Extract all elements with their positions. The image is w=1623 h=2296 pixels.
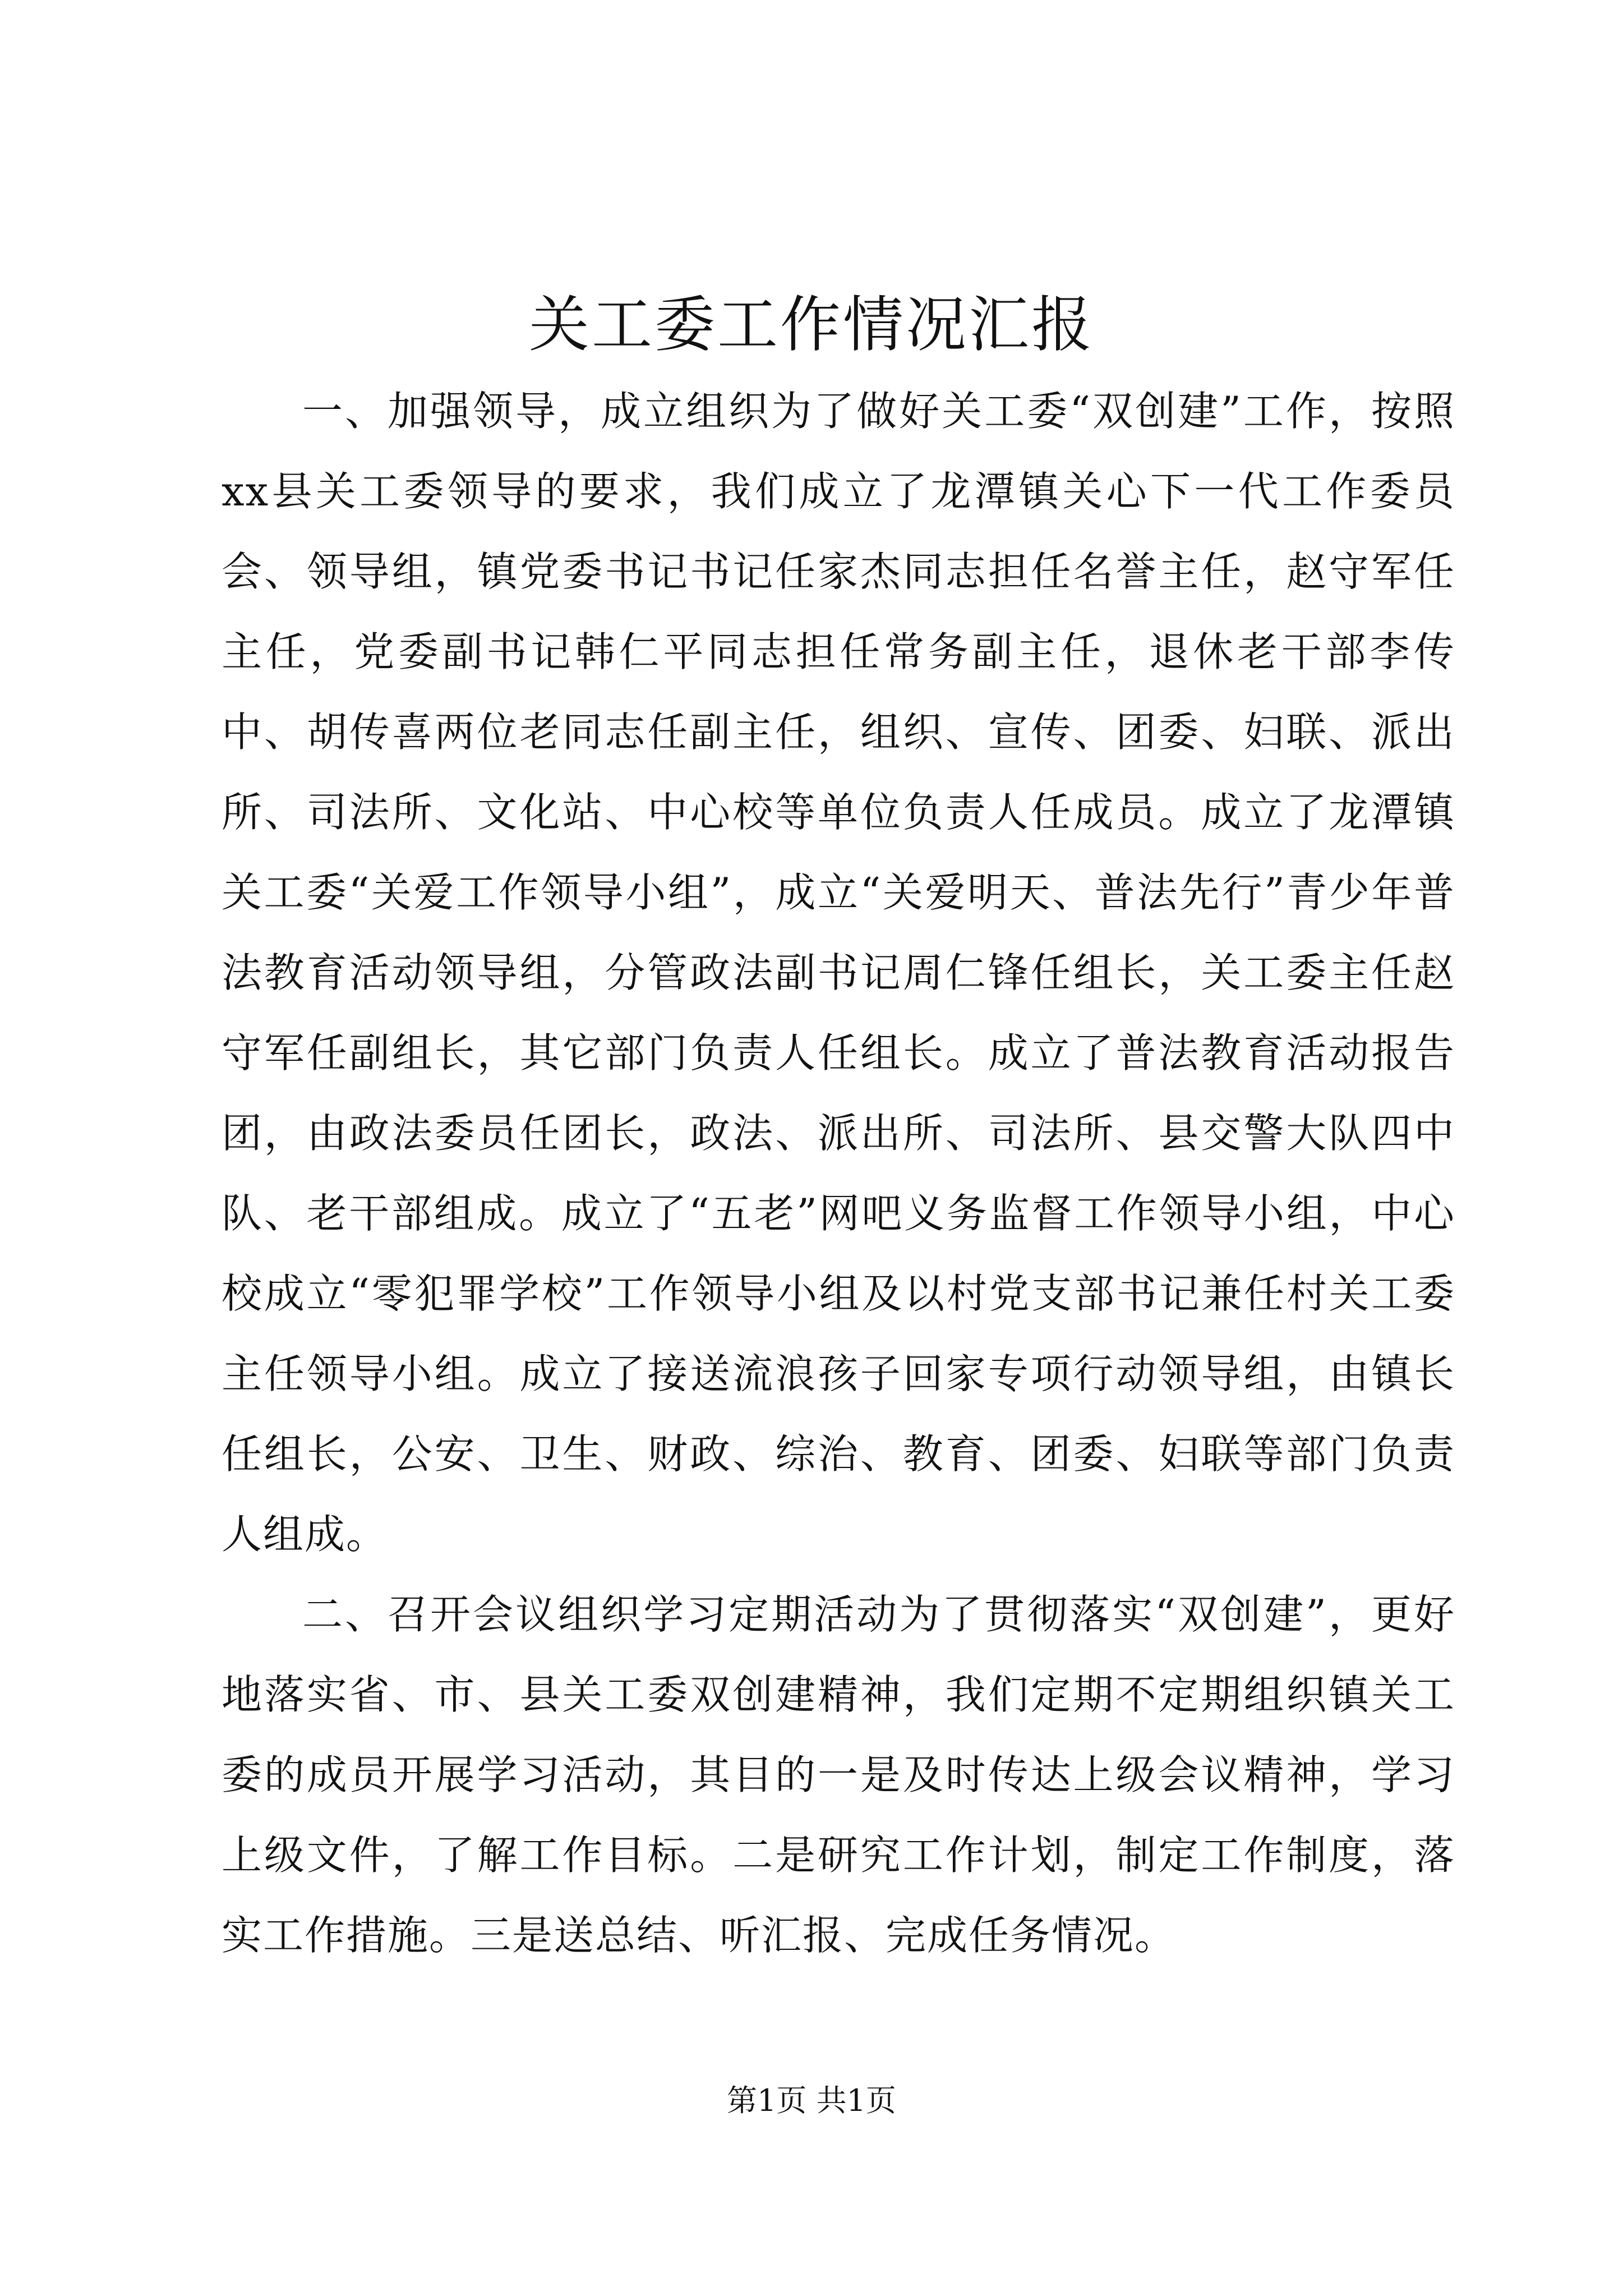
page-number-footer: 第1页 共1页	[727, 2083, 896, 2118]
paragraph-2: 二、召开会议组织学习定期活动为了贯彻落实“双创建”，更好地落实省、市、县关工委双创建精神，我们定期不定期组织镇关工委的成员开展学习活动，其目的一是及时传达上级会议精神，学习上级文件，了解工作目标。二是研究工作计划，制定工作制度，落实工作措施。三是送总结、听汇报、完成任务情况。	[222, 1591, 1455, 1959]
document-title: 关工委工作情况汇报	[528, 290, 1094, 360]
paragraph-1: 一、加强领导，成立组织为了做好关工委“双创建”工作，按照xx县关工委领导的要求，我们成立了龙潭镇关心下一代工作委员会、领导组，镇党委书记书记任家杰同志担任名誉主任，赵守军任主任，党委副书记韩仁平同志担任常务副主任，退休老干部李传中、胡传喜两位老同志任副主任，组织、宣传、团委、妇联、派出所、司法所、文化站、中心校等单位负责人任成员。成立了龙潭镇关工委“关爱工作领导小组”，成立“关爱明天、普法先行”青少年普法教育活动领导组，分管政法副书记周仁锋任组长，关工委主任赵守军任副组长，其它部门负责人任组长。成立了普法教育活动报告团，由政法委员任团长，政法、派出所、司法所、县交警大队四中队、老干部组成。成立了“五老”网吧义务监督工作领导小组，中心校成立“零犯罪学校”工作领导小组及以村党支部书记兼任村关工委主任领导小组。成立了接送流浪孩子回家专项行动领导组，由镇长任组长，公安、卫生、财政、综治、教育、团委、妇联等部门负责人组成。	[222, 388, 1455, 1558]
document-body	[222, 371, 1455, 1976]
